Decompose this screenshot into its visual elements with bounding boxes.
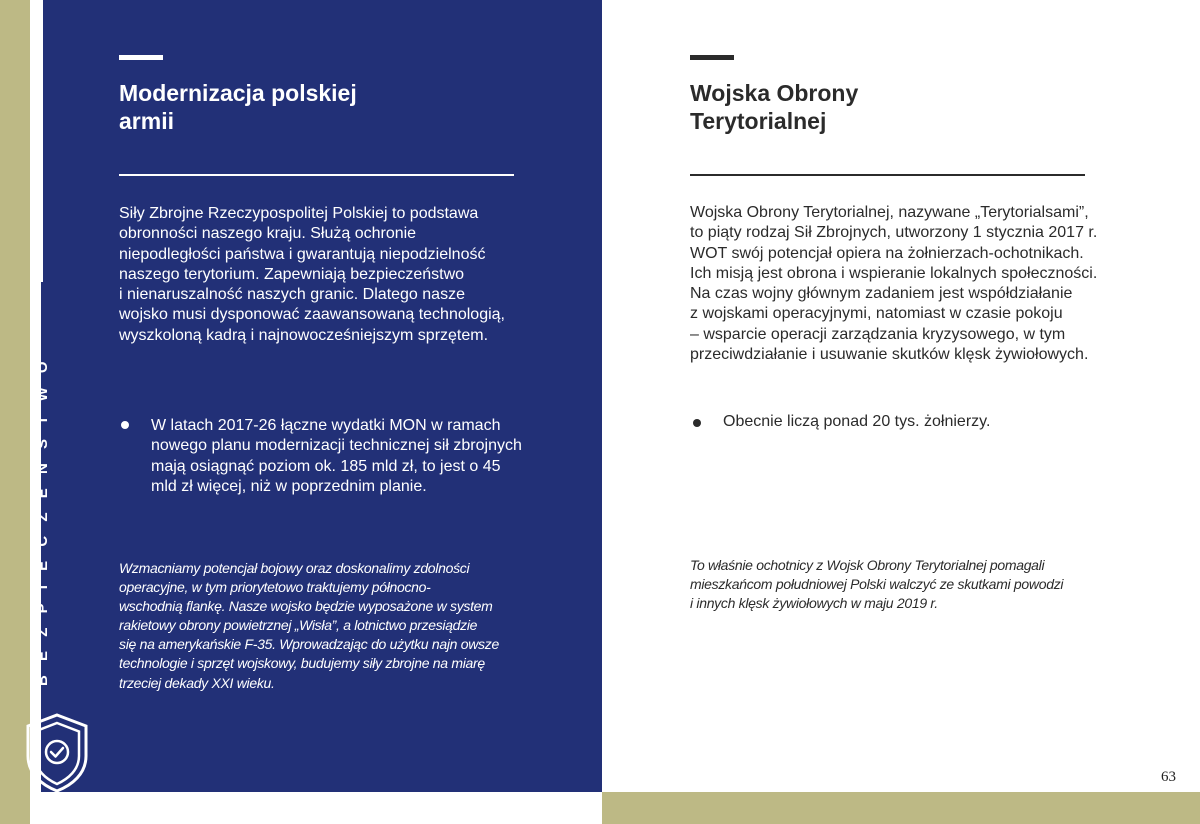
bottom-olive-band bbox=[602, 792, 1200, 824]
right-bullet-dot bbox=[693, 419, 701, 427]
page-number: 63 bbox=[1161, 769, 1176, 785]
left-quote: Wzmacniamy potencjał bojowy oraz doskonalimy zdolności operacyjne, w tym priorytetowo traktujemy północno- wschodnią flankę. Nasze wojsko będzie wyposażone w system rakietowy obrony powietrznej „Wisła”, a lotnictwo przesiądzie się na amerykańskie F-35. Wprowadzając do użytku najn owsze technologie i sprzęt wojskowy, budujemy siły zbrojne na miarę trzeciej dekady XXI wieku. bbox=[119, 560, 499, 691]
right-quote: To właśnie ochotnicy z Wojsk Obrony Terytorialnej pomagali mieszkańcom południowej Polski walczyć ze skutkami powodzi i innych klęsk żywiołowych w maju 2019 r. bbox=[690, 557, 1064, 612]
left-section-title: Modernizacja polskiej armii bbox=[119, 80, 357, 134]
right-title-accent-bar bbox=[690, 55, 734, 60]
right-section-title: Wojska Obrony Terytorialnej bbox=[690, 80, 859, 134]
shield-check-icon bbox=[24, 712, 90, 794]
left-title-divider bbox=[119, 174, 514, 176]
right-intro-paragraph: Wojska Obrony Terytorialnej, nazywane „Terytorialsami”, to piąty rodzaj Sił Zbrojnych, utworzony 1 stycznia 2017 r. WOT swój potencjał opiera na żołnierzach-ochotnikach. Ich misją jest obrona i wspieranie lokalnych społeczności. Na czas wojny głównym zadaniem jest współdziałanie z wojskami operacyjnymi, natomiast w czasie pokoju – wsparcie operacji zarządzania kryzysowego, w tym przeciwdziałanie i usuwanie skutków klęsk żywiołowych. bbox=[690, 204, 1098, 364]
sidebar-olive-band bbox=[0, 0, 30, 824]
left-title-accent-bar bbox=[119, 55, 163, 60]
section-vertical-label: BEZPIECZEŃSTWO bbox=[34, 347, 51, 686]
left-bullet-text: W latach 2017-26 łączne wydatki MON w ramach nowego planu modernizacji technicznej sił zbrojnych mają osiągnąć poziom ok. 185 mld zł, to jest o 45 mld zł więcej, niż w poprzednim planie. bbox=[151, 417, 522, 495]
right-bullet-text: Obecnie liczą ponad 20 tys. żołnierzy. bbox=[723, 413, 991, 430]
left-bullet-dot bbox=[121, 421, 129, 429]
sidebar-accent-line bbox=[39, 0, 43, 282]
left-intro-paragraph: Siły Zbrojne Rzeczypospolitej Polskiej to podstawa obronności naszego kraju. Służą ochronie niepodległości państwa i gwarantują niepodzielność naszego terytorium. Zapewniają bezpieczeństwo i nienaruszalność naszych granic. Dlatego nasze wojsko musi dysponować zaawansowaną technologią, wyszkoloną kadrą i najnowocześniejszym sprzętem. bbox=[119, 205, 505, 344]
right-title-divider bbox=[690, 174, 1085, 176]
